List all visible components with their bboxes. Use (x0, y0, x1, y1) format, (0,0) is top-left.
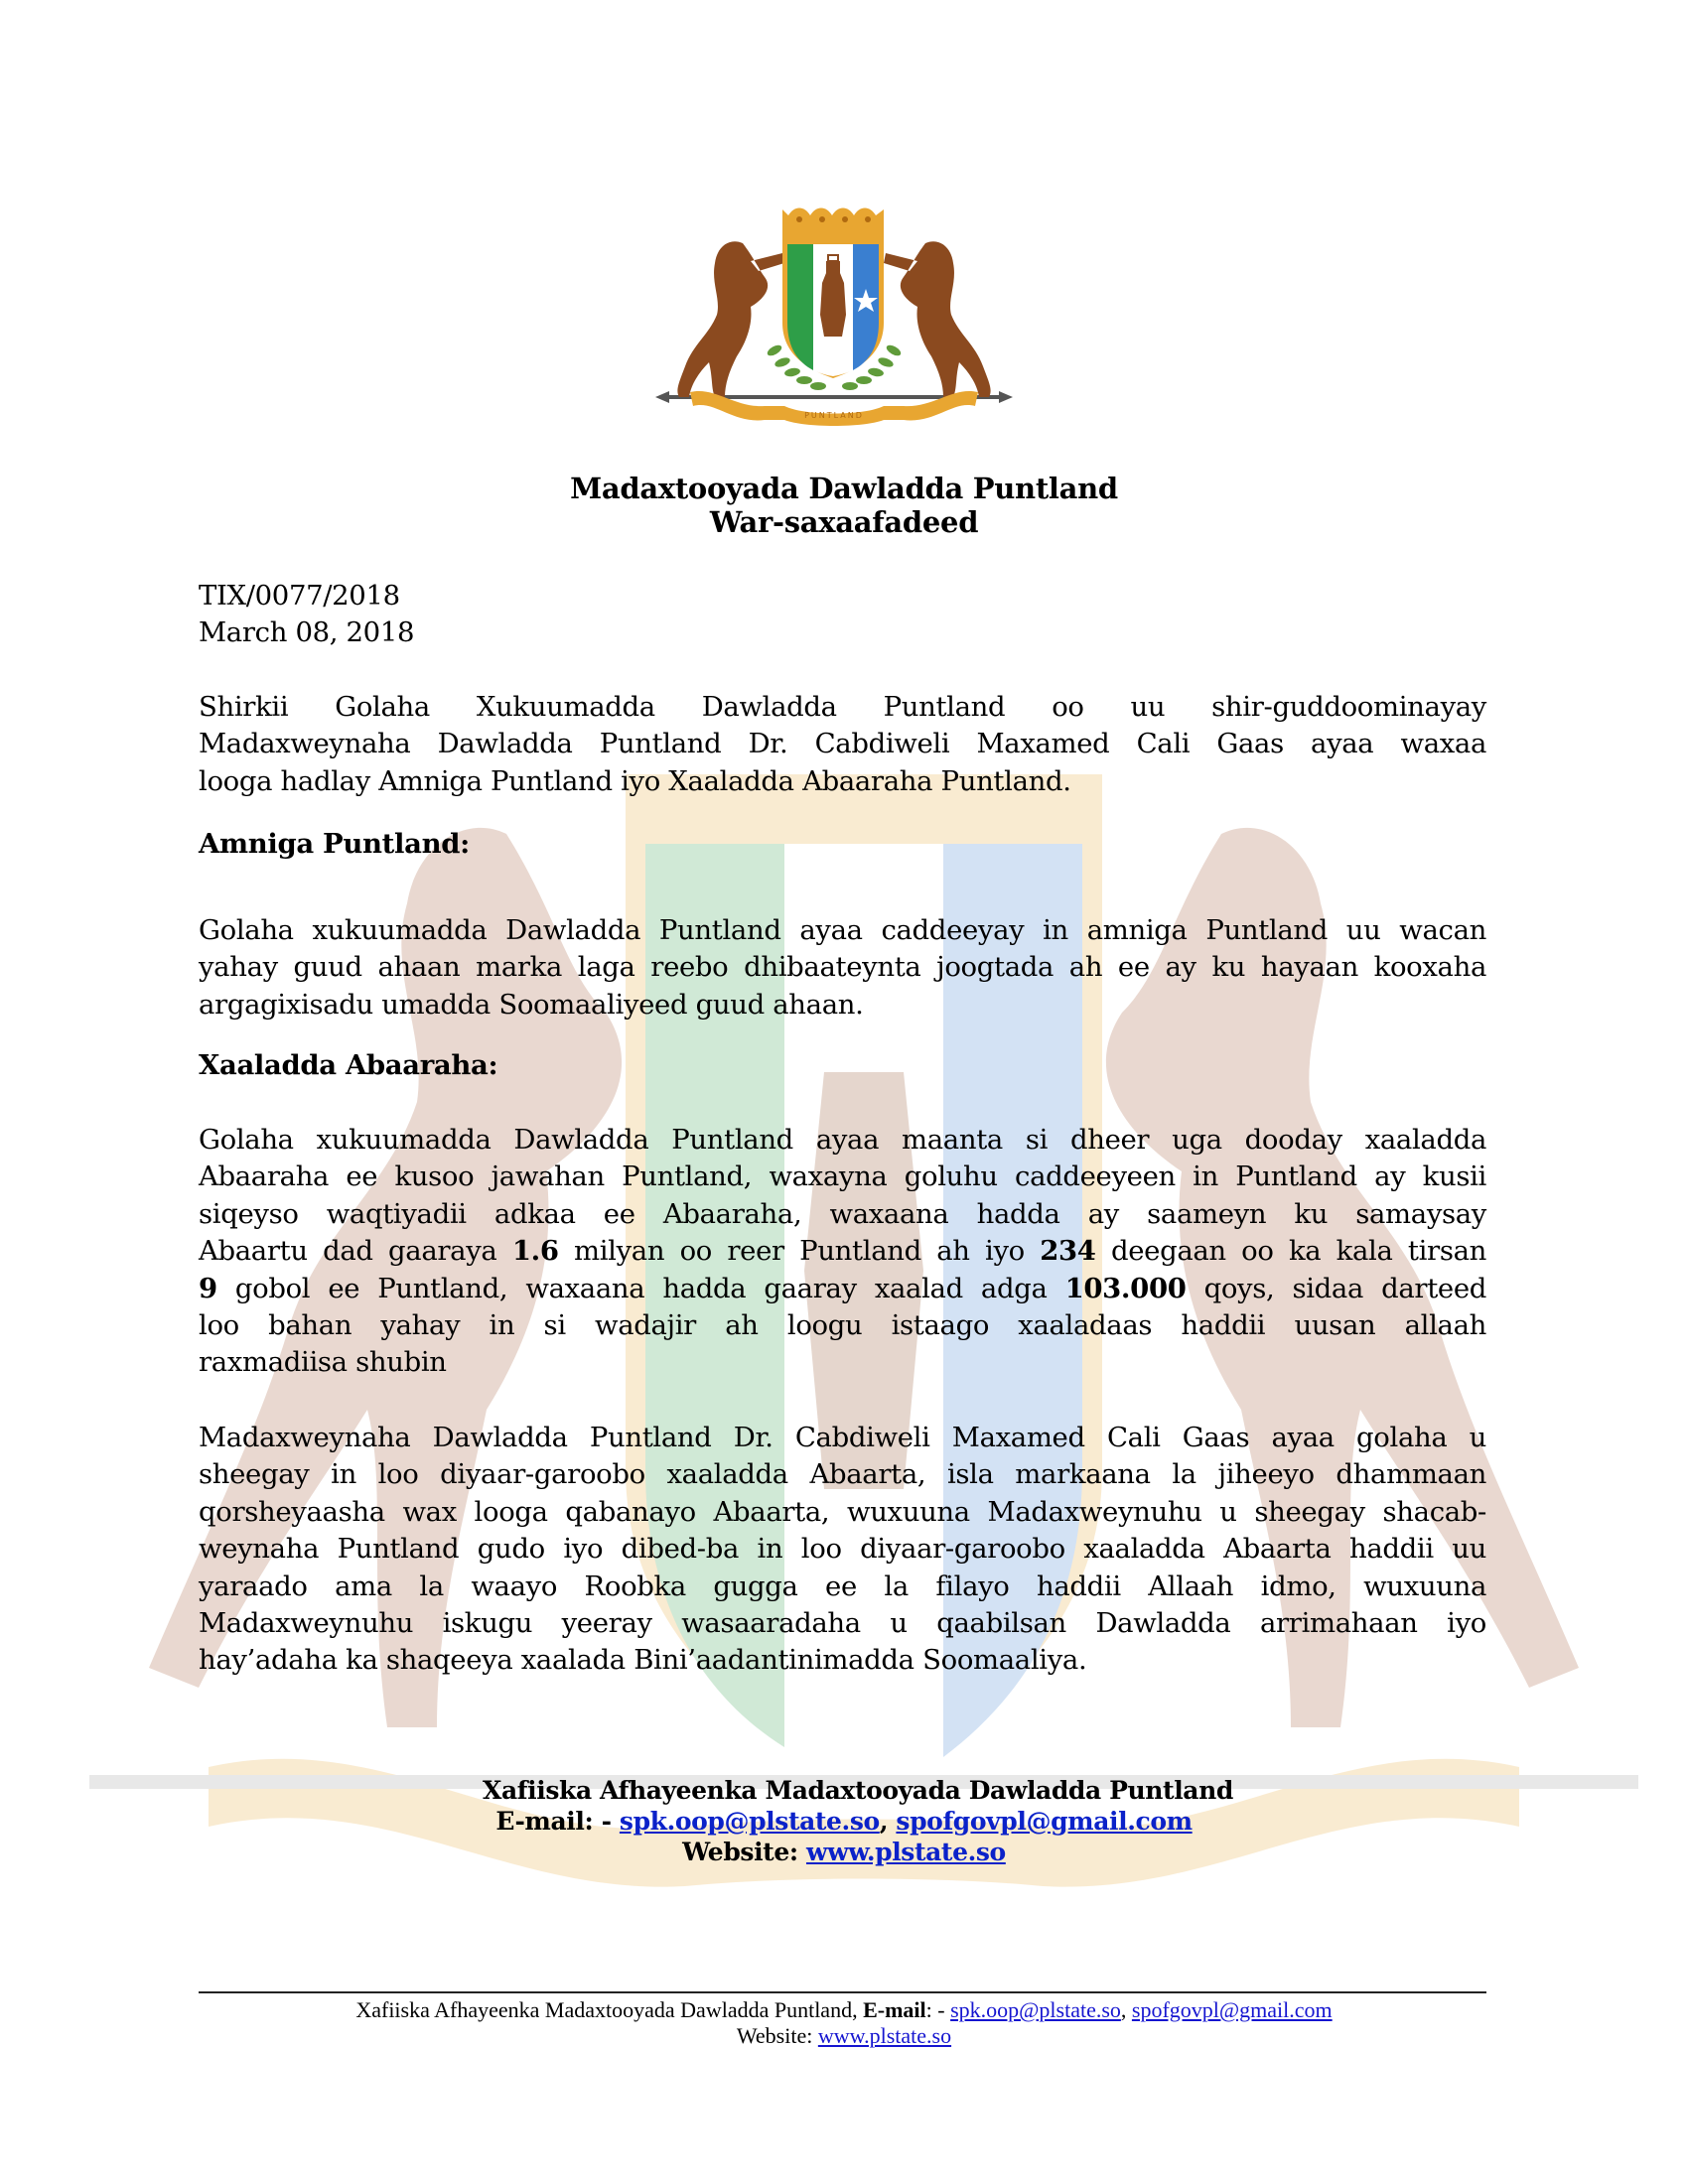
paragraph-line: Golaha xukuumadda Dawladda Puntland ayaa maanta si dheer uga dooday xaaladda (199, 1124, 1486, 1156)
reference-block (199, 578, 1486, 652)
text-fragment: milyan oo reer Puntland ah iyo (558, 1235, 1041, 1268)
separator: , (879, 1807, 897, 1836)
footer-contact-line (0, 1997, 1688, 2023)
paragraph-line: loo bahan yahay in si wadajir ah loogu istaago xaaladaas haddii uusan allaah (199, 1309, 1486, 1342)
paragraph-line (199, 1233, 1486, 1270)
footer-email-link-spofgovpl[interactable]: spofgovpl@gmail.com (1131, 1997, 1333, 2022)
footer-website-label: Website: (736, 2023, 818, 2048)
email-link-spofgovpl[interactable]: spofgovpl@gmail.com (896, 1807, 1193, 1836)
crown-icon (782, 208, 884, 240)
email-link-spk[interactable]: spk.oop@plstate.so (619, 1807, 880, 1836)
ribbon-text: PUNTLAND (804, 411, 864, 420)
paragraph-line: qorsheyaasha wax looga qabanayo Abaarta, wuxuuna Madaxweynuhu u sheegay shacab- (199, 1495, 1486, 1528)
section-heading-drought: Xaaladda Abaaraha: (199, 1049, 498, 1081)
stat-locations: 234 (1040, 1235, 1096, 1268)
paragraph-line: Madaxweynaha Dawladda Puntland Dr. Cabdiweli Maxamed Cali Gaas ayaa golaha u (199, 1422, 1486, 1453)
security-paragraph (199, 912, 1486, 1024)
footer-email-link-spk[interactable]: spk.oop@plstate.so (950, 1997, 1121, 2022)
signature-office: Xafiiska Afhayeenka Madaxtooyada Dawladda Puntland (483, 1776, 1233, 1805)
document-date: March 08, 2018 (199, 616, 415, 649)
paragraph-line: Abaaraha ee kusoo jawahan Puntland, waxayna goluhu caddeeyeen in Puntland ay kusii (199, 1160, 1486, 1193)
paragraph-line: sheegay in loo diyaar-garoobo xaaladda Abaarta, isla markaana la jiheeyo dhammaan (199, 1458, 1486, 1491)
stat-people-affected: 1.6 (511, 1235, 559, 1268)
page-subtitle: War-saxaafadeed (709, 505, 979, 539)
horse-left-icon (677, 241, 784, 397)
paragraph-line: raxmadiisa shubin (199, 1346, 447, 1379)
paragraph-line: looga hadlay Amniga Puntland iyo Xaaladda Abaaraha Puntland. (199, 764, 1071, 797)
paragraph-line: argagixisadu umadda Soomaaliyeed guud ahaan. (199, 988, 864, 1021)
paragraph-line: weynaha Puntland gudo iyo dibed-ba in loo diyaar-garoobo xaaladda Abaarta haddii uu (199, 1533, 1486, 1566)
footer-website-link[interactable]: www.plstate.so (817, 2023, 952, 2048)
paragraph-line: yaraado ama la waayo Roobka gugga ee la filayo haddii Allaah idmo, wuxuuna (199, 1570, 1486, 1602)
footer-divider (199, 1991, 1486, 1993)
text-fragment: Abaartu dad gaaraya (199, 1235, 512, 1268)
coat-of-arms-emblem (655, 204, 1013, 432)
section-heading-security: Amniga Puntland: (199, 828, 470, 860)
paragraph-line: Madaxweynaha Dawladda Puntland Dr. Cabdiweli Maxamed Cali Gaas ayaa waxaa (199, 728, 1486, 760)
text-fragment: deegaan oo ka kala tirsan (1095, 1235, 1487, 1268)
shield-icon (782, 239, 884, 378)
paragraph-line: Madaxweynuhu iskugu yeeray wasaaradaha u qaabilsan Dawladda arrimahaan iyo (199, 1607, 1486, 1640)
website-label: Website: (682, 1838, 806, 1866)
stat-households: 103.000 (1064, 1272, 1187, 1304)
paragraph-line: Shirkii Golaha Xukuumadda Dawladda Puntland oo uu shir-guddoominayay (199, 691, 1486, 723)
footer-email-sep: : - (925, 1997, 951, 2022)
footer-email-label: E-mail (863, 1997, 926, 2022)
footer-office: Xafiiska Afhayeenka Madaxtooyada Dawladda Puntland, (355, 1997, 864, 2022)
website-link[interactable]: www.plstate.so (805, 1838, 1006, 1866)
paragraph-line (199, 1271, 1486, 1307)
email-label: E-mail: - (495, 1807, 620, 1836)
stat-regions: 9 (199, 1272, 217, 1304)
paragraph-line: siqeyso waqtiyadii adkaa ee Abaaraha, waxaana hadda ay saameyn ku samaysay (199, 1197, 1486, 1230)
signature-website-line (0, 1837, 1688, 1867)
text-fragment: qoys, sidaa darteed (1186, 1272, 1486, 1304)
signature-email-line (0, 1806, 1688, 1837)
horse-right-icon (884, 241, 991, 397)
intro-paragraph (199, 689, 1486, 800)
footer-website-line (0, 2023, 1688, 2049)
paragraph-line: hay’adaha ka shaqeeya xaalada Bini’aadantinimadda Soomaaliya. (199, 1644, 1087, 1677)
page-title: Madaxtooyada Dawladda Puntland (570, 472, 1118, 505)
separator: , (1120, 1997, 1132, 2022)
drought-paragraph (199, 1122, 1486, 1382)
president-paragraph (199, 1420, 1486, 1680)
paragraph-line: Golaha xukuumadda Dawladda Puntland ayaa caddeeyay in amniga Puntland uu wacan (199, 914, 1486, 946)
reference-number: TIX/0077/2018 (199, 580, 400, 612)
paragraph-line: yahay guud ahaan marka laga reebo dhibaateynta joogtada ah ee ay ku hayaan kooxaha (199, 951, 1486, 984)
text-fragment: gobol ee Puntland, waxaana hadda gaaray xaalad adga (216, 1272, 1065, 1304)
